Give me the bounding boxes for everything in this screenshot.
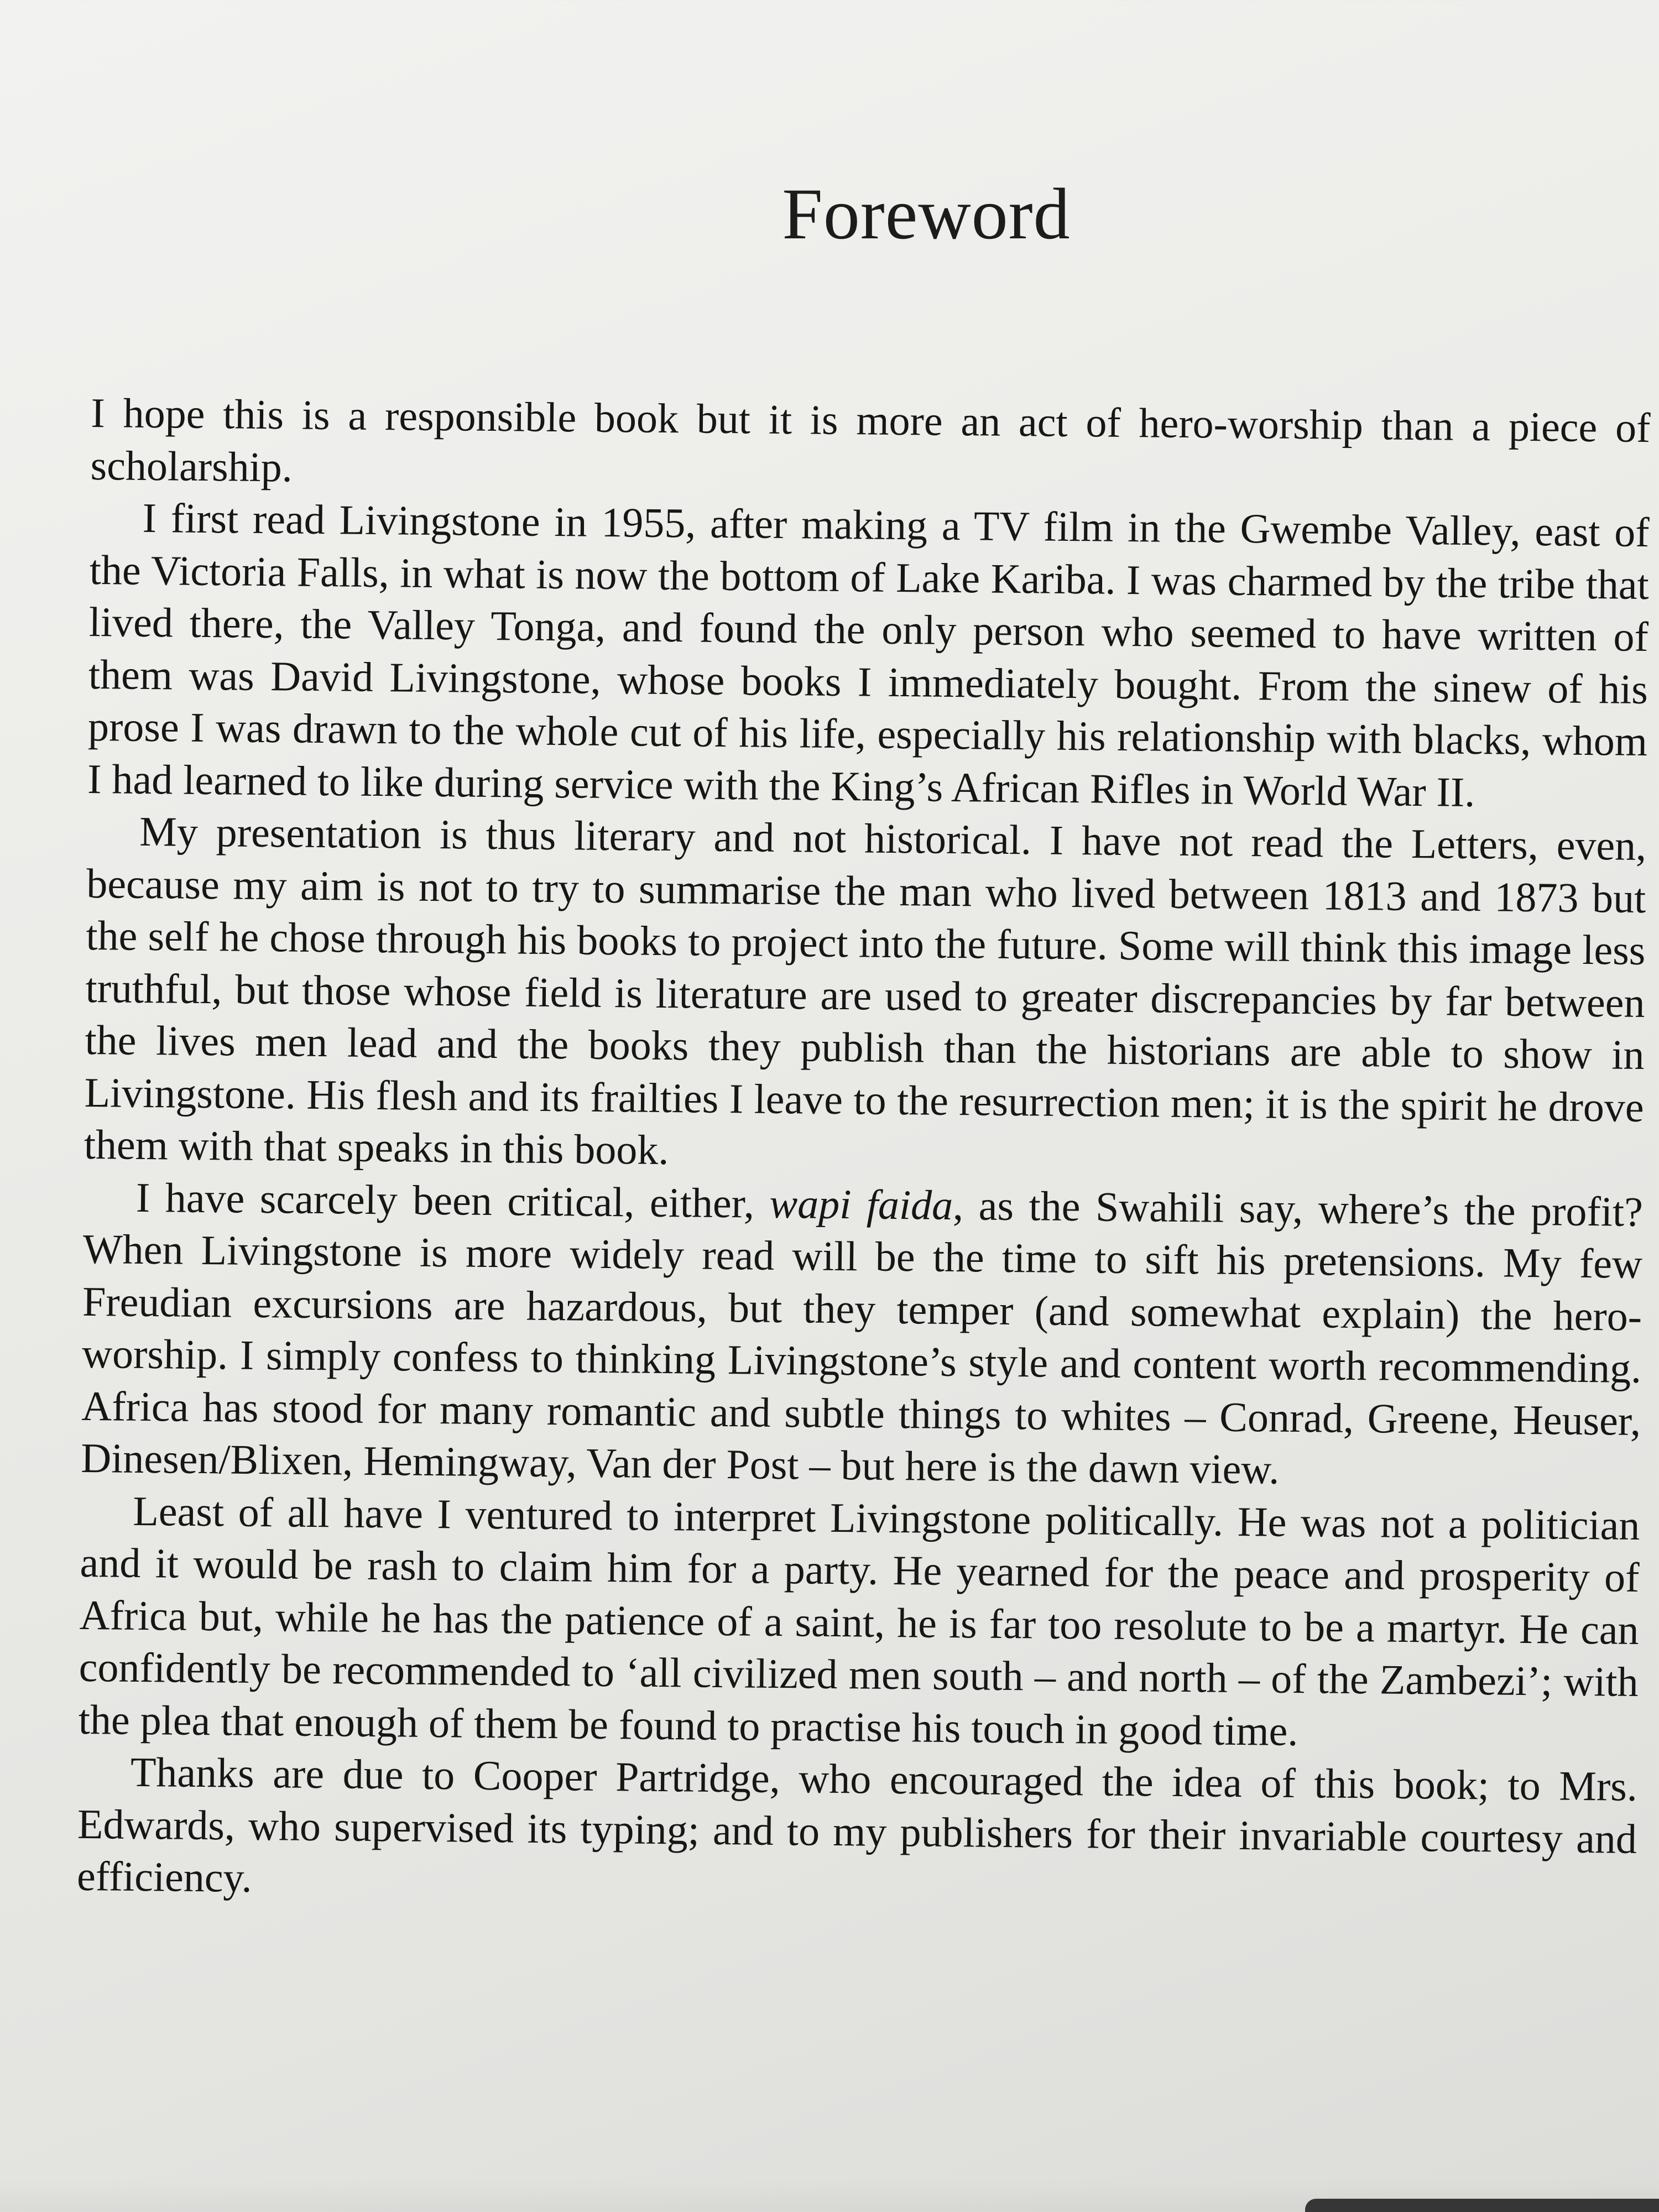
paragraph-1: I hope this is a responsible book but it is more an act of hero-worship than a piece of scholarship. (90, 389, 1651, 491)
paragraph-3: My presentation is thus literary and not historical. I have not read the Letters, even, because my aim is not to try to summarise the man who lived between 1813 and 1873 but the self he chose through his books to project into the future. Some will think this image less truthful, but those whose field is literature are used to greater discrepancies by far between the lives men lead and the books they publish than the historians are able to show in Livingstone. His flesh and its frailties I leave to the resurrection men; it is the spirit he drove them with that speaks in this book. (84, 808, 1647, 1174)
paragraph-5: Least of all have I ventured to interpret Livingstone politically. He was not a politician and it would be rash to claim him for a party. He yearned for the peace and prosperity of Africa but, while he has the patience of a saint, he is far too resolute to be a martyr. He can confidently be recommended to ‘all civilized men south – and north – of the Zambezi’; with the plea that enough of them be found to practise his touch in good time. (78, 1488, 1640, 1755)
next-page-edge (1305, 2199, 1659, 2212)
swahili-phrase: wapi faida (769, 1180, 953, 1229)
paragraph-6: Thanks are due to Cooper Partridge, who encouraged the idea of this book; to Mrs. Edwards, who supervised its typing; and to my publishers for their invariable courtesy and efficiency. (76, 1749, 1638, 1901)
paragraph-2: I first read Livingstone in 1955, after making a TV film in the Gwembe Valley, east of the Victoria Falls, in what is now the bottom of Lake Kariba. I was charmed by the tribe that lived there, the Valley Tonga, and found the only person who seemed to have written of them was David Livingstone, whose books I immediately bought. From the sinew of his prose I was drawn to the whole cut of his life, especially his relationship with blacks, whom I had learned to like during service with the King’s African Rifles in World War II. (87, 494, 1650, 816)
paragraph-4-end: , as the Swahili say, where’s the profit? When Livingstone is more widely read will be the time to sift his pretensions. My few Freudian excursions are hazardous, but they temper (and somewhat explain) the hero-worship. I simply confess to thinking Livingstone’s style and content worth recommending. Africa has stood for many romantic and subtle things to whites – Conrad, Greene, Heuser, Dinesen/Blixen, Hemingway, Van der Post – but here is the dawn view. (81, 1182, 1644, 1493)
paragraph-4 (81, 1171, 1643, 1499)
foreword-body (77, 387, 1651, 1917)
paragraph-4-start: I have scarcely been critical, either, (135, 1174, 770, 1227)
page-title: Foreword (782, 173, 1071, 254)
